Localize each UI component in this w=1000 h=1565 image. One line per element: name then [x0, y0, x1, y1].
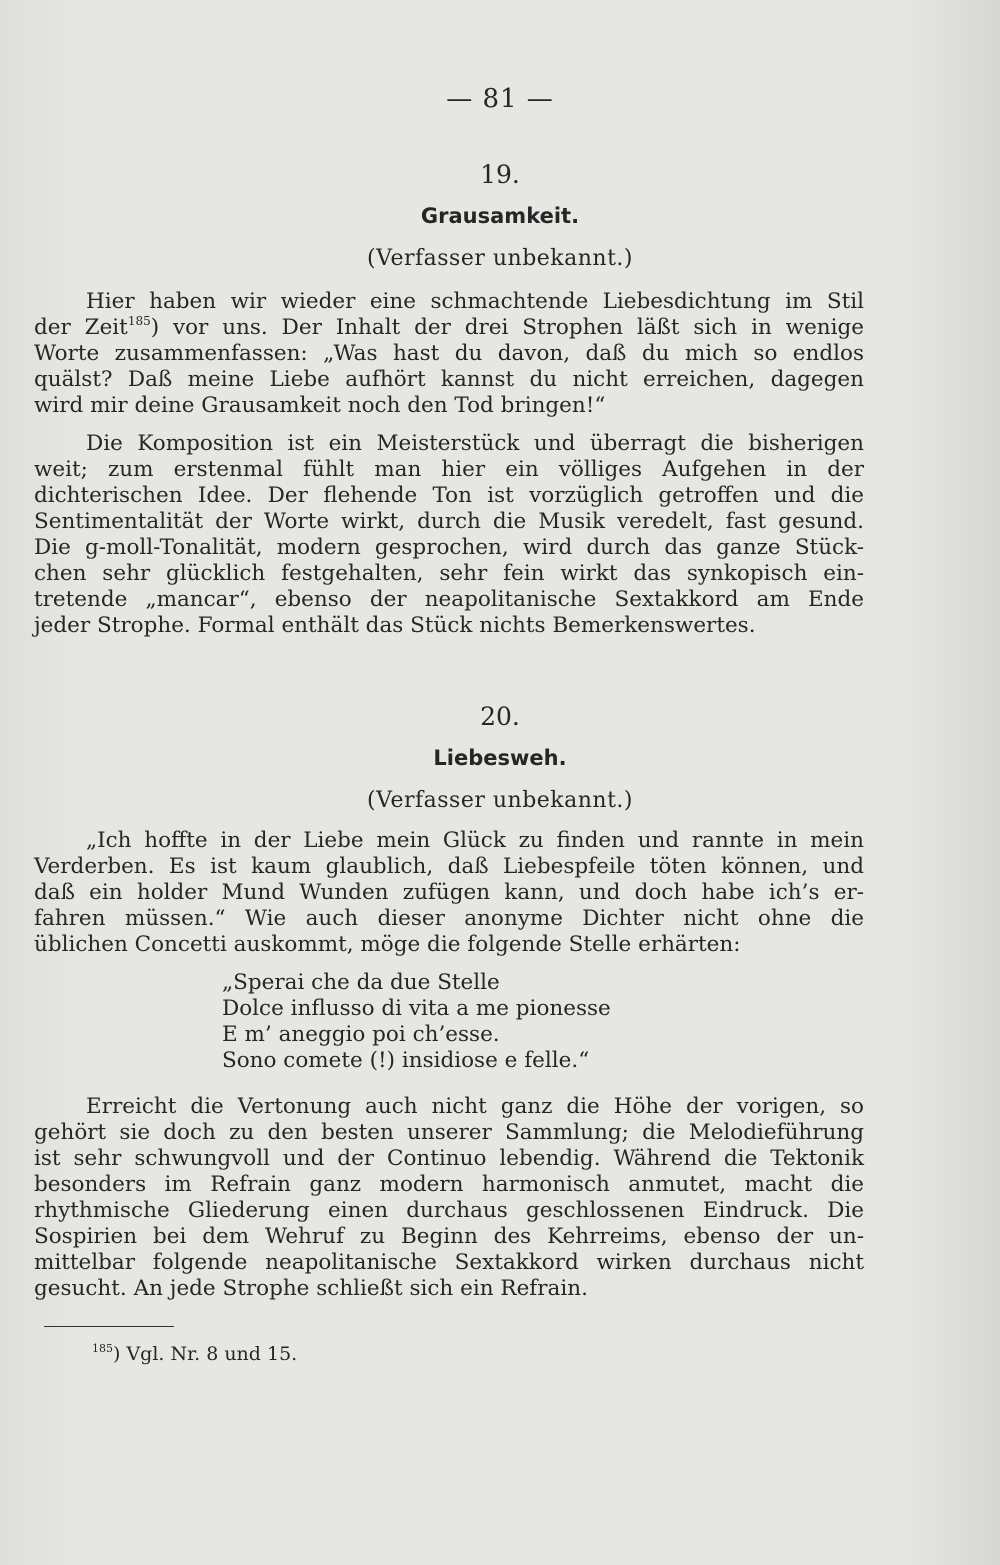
- text-line: wird mir deine Grausamkeit noch den Tod bringen!“: [34, 393, 606, 418]
- footnote-divider: [44, 1326, 174, 1327]
- text-line: Sentimentalität der Worte wirkt, durch die Musik veredelt, fast gesund.: [34, 509, 864, 534]
- verse-line: Sono comete (!) insidiose e felle.“: [222, 1048, 590, 1073]
- section-author: (Verfasser unbekannt.): [367, 788, 633, 813]
- text-line: Die g-moll-Tonalität, modern gesprochen, wird durch das ganze Stück-: [34, 535, 864, 560]
- text-line: gehört sie doch zu den besten unserer Sammlung; die Melodieführung: [34, 1120, 864, 1145]
- section-number: 19.: [480, 160, 520, 189]
- text-line: rhythmische Gliederung einen durchaus geschlossenen Eindruck. Die: [34, 1198, 864, 1223]
- paragraph: [34, 828, 864, 958]
- text-line: chen sehr glücklich festgehalten, sehr fein wirkt das synkopisch ein-: [34, 561, 864, 586]
- text-line: jeder Strophe. Formal enthält das Stück nichts Bemerkenswertes.: [34, 613, 756, 638]
- text-line: gesucht. An jede Strophe schließt sich ein Refrain.: [34, 1276, 588, 1301]
- page-number: — 81 —: [446, 84, 554, 114]
- text-line: daß ein holder Mund Wunden zufügen kann, und doch habe ich’s er-: [34, 880, 864, 905]
- text-line: üblichen Concetti auskommt, möge die folgende Stelle erhärten:: [34, 932, 741, 957]
- text-line: Die Komposition ist ein Meisterstück und überragt die bisherigen: [86, 431, 864, 456]
- paragraph: [34, 289, 864, 419]
- text-line: Erreicht die Vertonung auch nicht ganz die Höhe der vorigen, so: [86, 1094, 864, 1119]
- verse-line: E m’ aneggio poi ch’esse.: [222, 1022, 500, 1047]
- text-line: [34, 315, 864, 341]
- text-line: Hier haben wir wieder eine schmachtende Liebesdichtung im Stil: [86, 289, 864, 314]
- text-line: fahren müssen.“ Wie auch dieser anonyme Dichter nicht ohne die: [34, 906, 864, 931]
- text-line: tretende „mancar“, ebenso der neapolitanische Sextakkord am Ende: [34, 587, 864, 612]
- text-fragment: der Zeit: [34, 315, 128, 340]
- verse-line: Dolce influsso di vita a me pionesse: [222, 996, 611, 1021]
- section-number: 20.: [480, 702, 520, 731]
- section-title: Liebesweh.: [433, 746, 567, 770]
- text-line: Worte zusammenfassen: „Was hast du davon, daß du mich so endlos: [34, 341, 864, 366]
- text-line: ist sehr schwungvoll und der Continuo lebendig. Während die Tektonik: [34, 1146, 864, 1171]
- text-line: besonders im Refrain ganz modern harmonisch anmutet, macht die: [34, 1172, 864, 1197]
- paragraph: [34, 431, 864, 639]
- text-fragment: ) vor uns. Der Inhalt der drei Strophen läßt sich in wenige: [150, 315, 865, 340]
- section-title: Grausamkeit.: [420, 204, 580, 228]
- text-line: Sospirien bei dem Wehruf zu Beginn des Kehrreims, ebenso der un-: [34, 1224, 864, 1249]
- paragraph: [34, 1094, 864, 1302]
- text-line: dichterischen Idee. Der flehende Ton ist vorzüglich getroffen und die: [34, 483, 864, 508]
- footnote-marker: 185: [92, 1342, 113, 1355]
- text-line: Verderben. Es ist kaum glaublich, daß Liebespfeile töten können, und: [34, 854, 864, 879]
- footnote-text: ) Vgl. Nr. 8 und 15.: [113, 1343, 298, 1365]
- text-line: quälst? Daß meine Liebe aufhört kannst du nicht erreichen, dagegen: [34, 367, 864, 392]
- section-author: (Verfasser unbekannt.): [367, 246, 633, 271]
- text-line: „Ich hoffte in der Liebe mein Glück zu finden und rannte in mein: [86, 828, 864, 853]
- verse-line: „Sperai che da due Stelle: [222, 970, 500, 995]
- footnote: [92, 1342, 297, 1366]
- text-line: weit; zum erstenmal fühlt man hier ein völliges Aufgehen in der: [34, 457, 864, 482]
- footnote-reference: 185: [127, 314, 151, 328]
- verse-quote: [222, 970, 702, 1074]
- text-line: mittelbar folgende neapolitanische Sextakkord wirken durchaus nicht: [34, 1250, 864, 1275]
